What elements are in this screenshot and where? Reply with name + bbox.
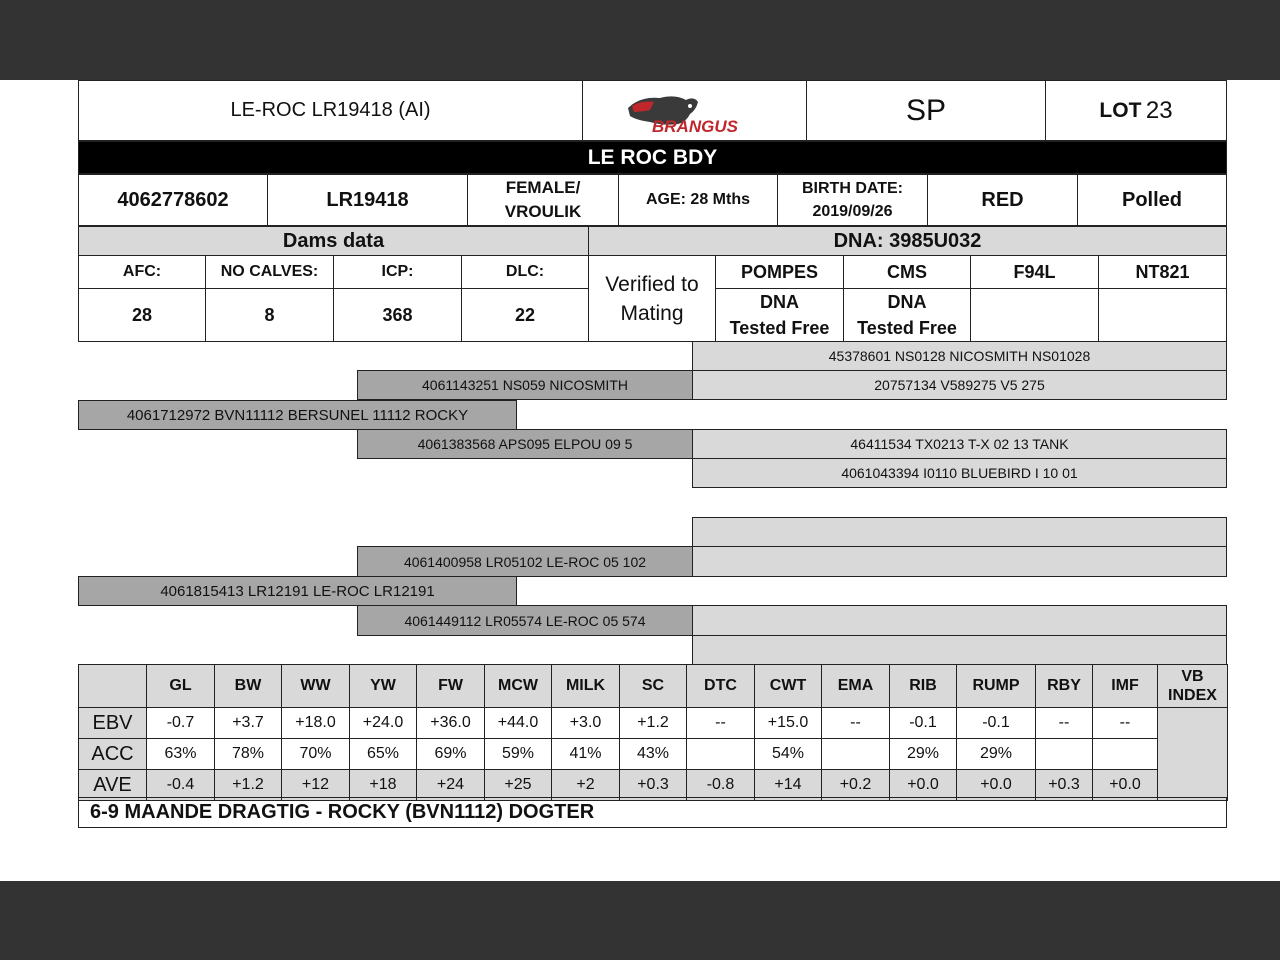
ave-cell: +0.3 xyxy=(1036,770,1093,801)
acc-row xyxy=(79,739,1228,770)
ebv-column-header: IMF xyxy=(1093,665,1158,708)
horn-status: Polled xyxy=(1077,174,1227,226)
ave-cell: +0.3 xyxy=(620,770,687,801)
row-label: AVE xyxy=(79,770,147,801)
acc-cell: 29% xyxy=(957,739,1036,770)
ebv-cell: +15.0 xyxy=(755,708,822,739)
sp-label: SP xyxy=(806,80,1046,141)
acc-cell: 69% xyxy=(417,739,485,770)
ave-cell: +0.2 xyxy=(822,770,890,801)
pedigree-sire-sire-dam: 20757134 V589275 V5 275 xyxy=(692,370,1227,400)
ebv-row xyxy=(79,708,1228,739)
pedigree-dam-sire-sire xyxy=(692,517,1227,547)
ave-cell: +0.0 xyxy=(1093,770,1158,801)
pedigree-sire-sire: 4061143251 NS059 NICOSMITH xyxy=(357,370,693,400)
ebv-column-header: MCW xyxy=(485,665,552,708)
pedigree-dam-dam: 4061449112 LR05574 LE-ROC 05 574 xyxy=(357,605,693,636)
ebv-cell: +44.0 xyxy=(485,708,552,739)
age-label: AGE: 28 Mths xyxy=(618,174,778,226)
vb-index-header: VB INDEX xyxy=(1158,665,1228,708)
ave-cell: +0.0 xyxy=(957,770,1036,801)
lot-label: LOT xyxy=(1099,98,1142,122)
acc-cell xyxy=(1093,739,1158,770)
ave-cell: -0.8 xyxy=(687,770,755,801)
dna-title: DNA: 3985U032 xyxy=(588,226,1227,256)
ave-cell: +0.0 xyxy=(890,770,957,801)
registration-number: LR19418 xyxy=(267,174,468,226)
pedigree-dam-sire-dam xyxy=(692,546,1227,577)
row-label: ACC xyxy=(79,739,147,770)
ebv-column-header: GL xyxy=(147,665,215,708)
ebv-column-header: EMA xyxy=(822,665,890,708)
acc-cell: 29% xyxy=(890,739,957,770)
acc-cell xyxy=(822,739,890,770)
ebv-cell: -0.1 xyxy=(890,708,957,739)
no-calves-value: 8 xyxy=(205,288,334,342)
nt821-header: NT821 xyxy=(1098,255,1227,289)
verified-to-mating: Verified to Mating xyxy=(588,255,716,342)
pedigree-sire-sire-sire: 45378601 NS0128 NICOSMITH NS01028 xyxy=(692,341,1227,371)
cms-header: CMS xyxy=(843,255,971,289)
ebv-cell: -- xyxy=(1036,708,1093,739)
ebv-column-header: CWT xyxy=(755,665,822,708)
ebv-cell: -0.1 xyxy=(957,708,1036,739)
ave-cell: +1.2 xyxy=(215,770,282,801)
acc-cell xyxy=(687,739,755,770)
ebv-column-header: DTC xyxy=(687,665,755,708)
acc-cell: 78% xyxy=(215,739,282,770)
bull-logo-icon xyxy=(620,86,770,136)
ave-cell: +14 xyxy=(755,770,822,801)
vb-index-value xyxy=(1158,708,1228,801)
ebv-column-header: SC xyxy=(620,665,687,708)
ave-cell: -0.4 xyxy=(147,770,215,801)
pompes-header: POMPES xyxy=(715,255,844,289)
ebv-corner xyxy=(79,665,147,708)
ebv-cell: -0.7 xyxy=(147,708,215,739)
ebv-column-header: WW xyxy=(282,665,350,708)
acc-cell: 54% xyxy=(755,739,822,770)
ebv-cell: +1.2 xyxy=(620,708,687,739)
bottom-band xyxy=(0,881,1280,960)
dams-data-title: Dams data xyxy=(78,226,589,256)
sex-label: FEMALE/ VROULIK xyxy=(467,174,619,226)
acc-cell: 70% xyxy=(282,739,350,770)
birth-date: BIRTH DATE: 2019/09/26 xyxy=(777,174,928,226)
acc-cell: 59% xyxy=(485,739,552,770)
pedigree-sire-dam-sire: 46411534 TX0213 T-X 02 13 TANK xyxy=(692,429,1227,459)
afc-value: 28 xyxy=(78,288,206,342)
afc-header: AFC: xyxy=(78,255,206,289)
ave-cell: +25 xyxy=(485,770,552,801)
ebv-cell: -- xyxy=(822,708,890,739)
ebv-column-header: RIB xyxy=(890,665,957,708)
ebv-column-header: MILK xyxy=(552,665,620,708)
ebv-cell: +3.7 xyxy=(215,708,282,739)
ebv-column-header: BW xyxy=(215,665,282,708)
top-band xyxy=(0,0,1280,80)
icp-value: 368 xyxy=(333,288,462,342)
ebv-column-header: FW xyxy=(417,665,485,708)
acc-cell: 41% xyxy=(552,739,620,770)
ave-cell: +18 xyxy=(350,770,417,801)
ebv-header-row xyxy=(79,665,1228,708)
brangus-logo xyxy=(582,80,807,141)
acc-cell: 63% xyxy=(147,739,215,770)
acc-cell: 43% xyxy=(620,739,687,770)
pedigree-dam: 4061815413 LR12191 LE-ROC LR12191 xyxy=(78,576,517,606)
pedigree-sire: 4061712972 BVN11112 BERSUNEL 11112 ROCKY xyxy=(78,400,517,430)
ave-cell: +12 xyxy=(282,770,350,801)
ebv-cell: -- xyxy=(1093,708,1158,739)
ebv-cell: +3.0 xyxy=(552,708,620,739)
f94l-header: F94L xyxy=(970,255,1099,289)
ebv-cell: +24.0 xyxy=(350,708,417,739)
dlc-header: DLC: xyxy=(461,255,589,289)
pedigree-sire-dam-dam: 4061043394 I0110 BLUEBIRD I 10 01 xyxy=(692,458,1227,488)
dlc-value: 22 xyxy=(461,288,589,342)
pedigree-dam-dam-sire xyxy=(692,605,1227,636)
ebv-cell: +18.0 xyxy=(282,708,350,739)
ebv-cell: -- xyxy=(687,708,755,739)
ave-row xyxy=(79,770,1228,801)
f94l-value xyxy=(970,288,1099,342)
pedigree-dam-dam-dam xyxy=(692,635,1227,665)
ebv-column-header: RBY xyxy=(1036,665,1093,708)
row-label: EBV xyxy=(79,708,147,739)
ebv-column-header: YW xyxy=(350,665,417,708)
acc-cell: 65% xyxy=(350,739,417,770)
ebv-table xyxy=(78,664,1228,801)
ebv-cell: +36.0 xyxy=(417,708,485,739)
ave-cell: +2 xyxy=(552,770,620,801)
icp-header: ICP: xyxy=(333,255,462,289)
page-title: LE ROC BDY xyxy=(78,141,1227,174)
lot-number: 23 xyxy=(1145,96,1173,124)
pedigree-dam-sire: 4061400958 LR05102 LE-ROC 05 102 xyxy=(357,546,693,577)
animal-name: LE-ROC LR19418 (AI) xyxy=(78,80,583,141)
lot-box xyxy=(1045,80,1227,141)
nt821-value xyxy=(1098,288,1227,342)
id-number: 4062778602 xyxy=(78,174,268,226)
acc-cell xyxy=(1036,739,1093,770)
pompes-value: DNA Tested Free xyxy=(715,288,844,342)
pedigree-sire-dam: 4061383568 APS095 ELPOU 09 5 xyxy=(357,429,693,459)
ave-cell: +24 xyxy=(417,770,485,801)
ebv-column-header: RUMP xyxy=(957,665,1036,708)
cms-value: DNA Tested Free xyxy=(843,288,971,342)
footer-note: 6-9 MAANDE DRAGTIG - ROCKY (BVN1112) DOGTER xyxy=(78,797,1227,828)
no-calves-header: NO CALVES: xyxy=(205,255,334,289)
logo-text: BRANGUS xyxy=(651,116,738,136)
colour-label: RED xyxy=(927,174,1078,226)
